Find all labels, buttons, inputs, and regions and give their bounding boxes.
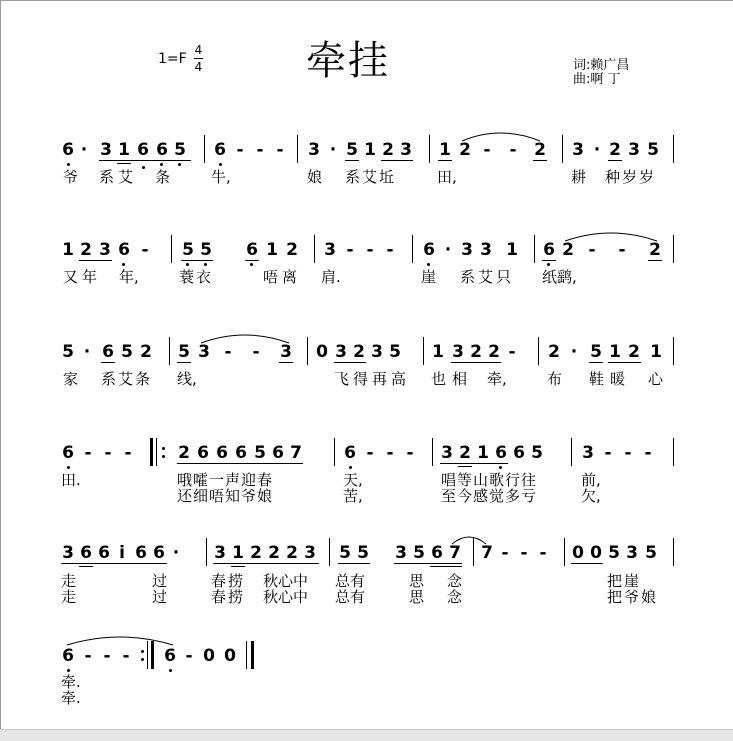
low-octave-dot xyxy=(204,263,207,266)
lyric: 蓑衣 xyxy=(179,268,214,286)
note-dash: - xyxy=(84,646,92,666)
lyric: 秋心中 xyxy=(263,572,309,590)
lyric: 牵, xyxy=(487,370,507,388)
note: 6 xyxy=(214,140,226,160)
lyric: 年, xyxy=(119,268,139,286)
note: 6 xyxy=(62,140,74,160)
low-octave-dot xyxy=(250,263,253,266)
note-dash: - xyxy=(539,543,547,563)
note: 5 xyxy=(357,543,369,563)
note-dot: · xyxy=(570,342,578,362)
note: 6 xyxy=(137,140,149,160)
note: 6 xyxy=(431,543,443,563)
note-dash: - xyxy=(256,140,264,160)
lyric-verse-2: 苦, xyxy=(343,487,363,505)
lyric: 家 xyxy=(63,370,79,388)
time-fraction-line xyxy=(194,58,203,59)
lyric: 娘 xyxy=(307,168,323,186)
beam xyxy=(571,563,603,564)
barline xyxy=(204,135,205,163)
note: 7 xyxy=(449,543,461,563)
note: 3 xyxy=(461,240,473,260)
barline xyxy=(571,438,572,466)
note: 2 xyxy=(470,342,482,362)
note: 6 xyxy=(272,443,284,463)
note-dash: - xyxy=(185,646,193,666)
beam xyxy=(451,362,501,363)
note: 3 xyxy=(452,342,464,362)
note: 6 xyxy=(153,543,165,563)
lyric: 唔离 xyxy=(263,268,302,286)
lyric: 牛, xyxy=(211,168,231,186)
lyric: 也相 xyxy=(431,370,474,388)
repeat-barline-thick xyxy=(150,438,153,466)
note-dash: - xyxy=(483,140,491,160)
beam xyxy=(608,160,622,161)
lyric: 鞋暖 xyxy=(589,370,632,388)
beam xyxy=(458,466,472,467)
beam xyxy=(542,260,556,261)
note-dash: - xyxy=(509,140,517,160)
note: 6 xyxy=(118,240,130,260)
note: 6 xyxy=(80,543,92,563)
lyric: 牵. xyxy=(61,673,81,691)
lyric: 哦嚯一声迎春 xyxy=(177,471,274,489)
note: 6 xyxy=(135,543,147,563)
barline xyxy=(206,538,207,566)
note: 6 xyxy=(62,443,74,463)
note: 1 xyxy=(62,240,74,260)
note: 6 xyxy=(246,240,258,260)
note: 5 xyxy=(254,443,266,463)
note: 5 xyxy=(174,140,186,160)
lyric: 天, xyxy=(343,471,363,489)
note: 3 xyxy=(214,543,226,563)
note: 3 xyxy=(308,140,320,160)
beam xyxy=(430,566,462,567)
tie-arc xyxy=(450,534,488,546)
note: 6 xyxy=(216,443,228,463)
beam xyxy=(608,362,641,363)
note: 2 xyxy=(459,443,471,463)
note-dash: - xyxy=(276,140,284,160)
note: 3 xyxy=(62,543,74,563)
low-octave-dot xyxy=(219,163,222,166)
note: 6 xyxy=(102,342,114,362)
note: 2 xyxy=(488,342,500,362)
beam xyxy=(181,260,213,261)
lyric: 田. xyxy=(61,471,81,489)
note-dash: - xyxy=(224,342,232,362)
lyric: 崖 xyxy=(421,268,437,286)
note: 3 xyxy=(198,342,210,362)
beam xyxy=(101,362,115,363)
note: 3 xyxy=(280,342,292,362)
note-dash: - xyxy=(141,240,149,260)
note: 3 xyxy=(400,140,412,160)
lyric-verse-2: 牵. xyxy=(61,689,81,707)
note-dot: · xyxy=(172,543,180,563)
lyric: 爷 xyxy=(63,168,79,186)
note: 6 xyxy=(62,646,74,666)
time-signature xyxy=(194,43,203,74)
note: i xyxy=(119,543,125,563)
note-dot: · xyxy=(593,140,601,160)
note: 2 xyxy=(286,240,298,260)
note: 0 xyxy=(203,646,215,666)
note: 5 xyxy=(389,342,401,362)
note: 5 xyxy=(346,140,358,160)
note-dash: - xyxy=(104,443,112,463)
note: 3 xyxy=(304,543,316,563)
note: 1 xyxy=(650,342,662,362)
note-dash: - xyxy=(84,443,92,463)
barline xyxy=(169,337,170,365)
time-numerator: 4 xyxy=(194,43,203,57)
lyric: 布 xyxy=(547,370,563,388)
barline xyxy=(429,135,430,163)
lyric-verse-2: 过 xyxy=(152,588,168,606)
barline xyxy=(171,235,172,263)
key-signature: 1=F xyxy=(158,51,187,67)
low-octave-dot xyxy=(186,263,189,266)
note-dot: · xyxy=(80,140,88,160)
lyric-verse-2: 念 xyxy=(447,588,463,606)
note: 6 xyxy=(197,443,209,463)
note: 7 xyxy=(290,443,302,463)
note-dash: - xyxy=(624,443,632,463)
note-dash: - xyxy=(386,443,394,463)
note: 1 xyxy=(118,140,130,160)
barline xyxy=(538,337,539,365)
repeat-dots xyxy=(162,447,165,458)
note: 6 xyxy=(423,240,435,260)
tie-arc xyxy=(199,331,291,345)
note-dash: - xyxy=(122,646,130,666)
note: 3 xyxy=(99,240,111,260)
note: 1 xyxy=(477,443,489,463)
barline xyxy=(329,538,330,566)
lyric: 唱等山歌行往 xyxy=(441,471,538,489)
note: 1 xyxy=(506,240,518,260)
lyric: 系艾条 xyxy=(101,370,153,388)
barline xyxy=(673,235,674,263)
note-dash: - xyxy=(406,443,414,463)
window-bottom-strip xyxy=(0,729,733,741)
beam xyxy=(438,160,452,161)
note: 2 xyxy=(250,543,262,563)
note: 3 xyxy=(582,443,594,463)
note: 2 xyxy=(268,543,280,563)
note-dot: · xyxy=(83,342,91,362)
note-dash: - xyxy=(103,646,111,666)
low-octave-dot xyxy=(160,163,163,166)
barline xyxy=(297,135,298,163)
note: 3 xyxy=(371,342,383,362)
beam xyxy=(231,566,245,567)
note: 2 xyxy=(459,140,471,160)
note: 5 xyxy=(645,543,657,563)
lyric: 又年 xyxy=(63,268,102,286)
note: 3 xyxy=(626,543,638,563)
song-title: 牵挂 xyxy=(306,38,390,84)
lyric: 纸鹞, xyxy=(542,268,577,286)
note: 2 xyxy=(628,342,640,362)
note: 5 xyxy=(413,543,425,563)
lyric: 系艾只 xyxy=(460,268,515,286)
note: 1 xyxy=(609,342,621,362)
note: 1 xyxy=(432,342,444,362)
lyric-verse-2: 总有 xyxy=(335,588,366,606)
low-octave-dot xyxy=(349,466,352,469)
beam xyxy=(589,362,603,363)
lyric: 线, xyxy=(177,370,197,388)
low-octave-dot xyxy=(67,466,70,469)
low-octave-dot xyxy=(142,166,145,169)
low-octave-dot xyxy=(169,669,172,672)
tie-arc xyxy=(460,129,542,143)
low-octave-dot xyxy=(122,263,125,266)
note: 2 xyxy=(562,240,574,260)
beam xyxy=(648,260,662,261)
note: 2 xyxy=(80,240,92,260)
barline xyxy=(673,337,674,365)
note: 2 xyxy=(548,342,560,362)
note-dash: - xyxy=(501,543,509,563)
note: 2 xyxy=(649,240,661,260)
lyric: 思 xyxy=(409,572,425,590)
beam xyxy=(533,160,547,161)
note-dash: - xyxy=(366,443,374,463)
lyricist-credit: 词:赖广昌 xyxy=(573,58,630,73)
barline xyxy=(423,337,424,365)
note: 3 xyxy=(572,140,584,160)
note-dash: - xyxy=(520,543,528,563)
note-dash: - xyxy=(508,342,516,362)
note: 5 xyxy=(182,240,194,260)
lyric: 走 xyxy=(61,572,77,590)
beam xyxy=(279,362,293,363)
lyric-verse-2: 春捞 xyxy=(211,588,246,606)
note: 2 xyxy=(140,342,152,362)
beam xyxy=(213,563,319,564)
note-dash: - xyxy=(346,240,354,260)
note: 3 xyxy=(441,443,453,463)
note: 6 xyxy=(164,646,176,666)
note: 1 xyxy=(364,140,376,160)
note-dash: - xyxy=(618,240,626,260)
barline xyxy=(432,438,433,466)
beam xyxy=(245,260,259,261)
note: 2 xyxy=(609,140,621,160)
low-octave-dot xyxy=(427,263,430,266)
lyric-verse-2: 思 xyxy=(409,588,425,606)
lyric-verse-2: 秋心中 xyxy=(263,588,309,606)
note: 3 xyxy=(324,240,336,260)
low-octave-dot xyxy=(67,669,70,672)
barline xyxy=(564,538,565,566)
beam xyxy=(440,463,508,464)
lyric: 耕 xyxy=(571,168,587,186)
note: 3 xyxy=(480,240,492,260)
note: 5 xyxy=(178,342,190,362)
final-barline-thin xyxy=(246,641,247,669)
note: 5 xyxy=(531,443,543,463)
low-octave-dot xyxy=(178,163,181,166)
note: 6 xyxy=(344,443,356,463)
lyric: 种岁岁 xyxy=(605,168,657,186)
note: 3 xyxy=(395,543,407,563)
note: 2 xyxy=(534,140,546,160)
low-octave-dot xyxy=(499,466,502,469)
note: 5 xyxy=(200,240,212,260)
beam xyxy=(61,563,167,564)
lyric: 过 xyxy=(152,572,168,590)
note: 5 xyxy=(647,140,659,160)
note: 6 xyxy=(98,543,110,563)
lyric: 条 xyxy=(155,168,171,186)
lyric-verse-2: 把爷娘 xyxy=(607,588,659,606)
composer-credit: 曲:啊 丁 xyxy=(573,72,621,87)
note-dash: - xyxy=(252,342,260,362)
lyric: 春捞 xyxy=(211,572,246,590)
barline xyxy=(673,538,674,566)
note: 6 xyxy=(495,443,507,463)
note-dash: - xyxy=(588,240,596,260)
note: 5 xyxy=(608,543,620,563)
lyric: 心 xyxy=(648,370,664,388)
lyric-verse-2: 还细唔知爷娘 xyxy=(177,487,274,505)
note: 5 xyxy=(121,342,133,362)
beam xyxy=(381,160,413,161)
beam xyxy=(394,563,462,564)
note-dash: - xyxy=(124,443,132,463)
note: 0 xyxy=(590,543,602,563)
note: 5 xyxy=(590,342,602,362)
note: 1 xyxy=(232,543,244,563)
beam xyxy=(345,160,359,161)
lyric-verse-2: 欠, xyxy=(581,487,601,505)
barline xyxy=(673,135,674,163)
tie-arc xyxy=(65,633,175,647)
beam xyxy=(99,160,191,161)
note: 0 xyxy=(572,543,584,563)
note: 7 xyxy=(481,543,493,563)
lyric: 前, xyxy=(581,471,601,489)
note: 2 xyxy=(382,140,394,160)
beam xyxy=(117,163,131,164)
note: 0 xyxy=(224,646,236,666)
beam xyxy=(177,463,303,464)
barline xyxy=(314,235,315,263)
lyric: 念 xyxy=(447,572,463,590)
barline xyxy=(562,135,563,163)
note-dash: - xyxy=(236,140,244,160)
note: 6 xyxy=(235,443,247,463)
note: 2 xyxy=(178,443,190,463)
note: 1 xyxy=(439,140,451,160)
beam xyxy=(79,260,112,261)
note-dash: - xyxy=(604,443,612,463)
lyric: 把崖 xyxy=(607,572,642,590)
lyric: 总有 xyxy=(335,572,366,590)
final-barline-thick xyxy=(251,641,254,669)
lyric: 系艾 xyxy=(99,168,138,186)
note-dash: - xyxy=(366,240,374,260)
note-dot: · xyxy=(444,240,452,260)
note: 3 xyxy=(628,140,640,160)
beam xyxy=(79,566,93,567)
note: 2 xyxy=(353,342,365,362)
note: 6 xyxy=(156,140,168,160)
note: 6 xyxy=(513,443,525,463)
beam xyxy=(338,563,370,564)
note: 3 xyxy=(335,342,347,362)
low-octave-dot xyxy=(67,163,70,166)
note-dash: - xyxy=(386,240,394,260)
repeat-dots xyxy=(141,650,144,661)
barline xyxy=(307,337,308,365)
barline xyxy=(534,235,535,263)
beam xyxy=(177,362,191,363)
low-octave-dot xyxy=(547,263,550,266)
barline xyxy=(673,438,674,466)
lyric: 系艾坵 xyxy=(345,168,397,186)
lyric: 飞得再高 xyxy=(334,370,411,388)
time-denominator: 4 xyxy=(194,60,203,74)
lyric-verse-2: 至今感觉多亏 xyxy=(441,487,538,505)
note: 3 xyxy=(100,140,112,160)
note: 0 xyxy=(316,342,328,362)
note: 1 xyxy=(266,240,278,260)
note: 6 xyxy=(543,240,555,260)
note-dash: - xyxy=(644,443,652,463)
note: 2 xyxy=(286,543,298,563)
note-dot: · xyxy=(329,140,337,160)
beam xyxy=(334,362,366,363)
barline xyxy=(412,235,413,263)
note: 5 xyxy=(62,342,74,362)
note: 5 xyxy=(339,543,351,563)
lyric: 田, xyxy=(437,168,457,186)
repeat-barline-thin xyxy=(156,438,157,466)
barline xyxy=(334,438,335,466)
tie-arc xyxy=(563,229,659,243)
lyric: 肩. xyxy=(321,268,341,286)
lyric-verse-2: 走 xyxy=(61,588,77,606)
